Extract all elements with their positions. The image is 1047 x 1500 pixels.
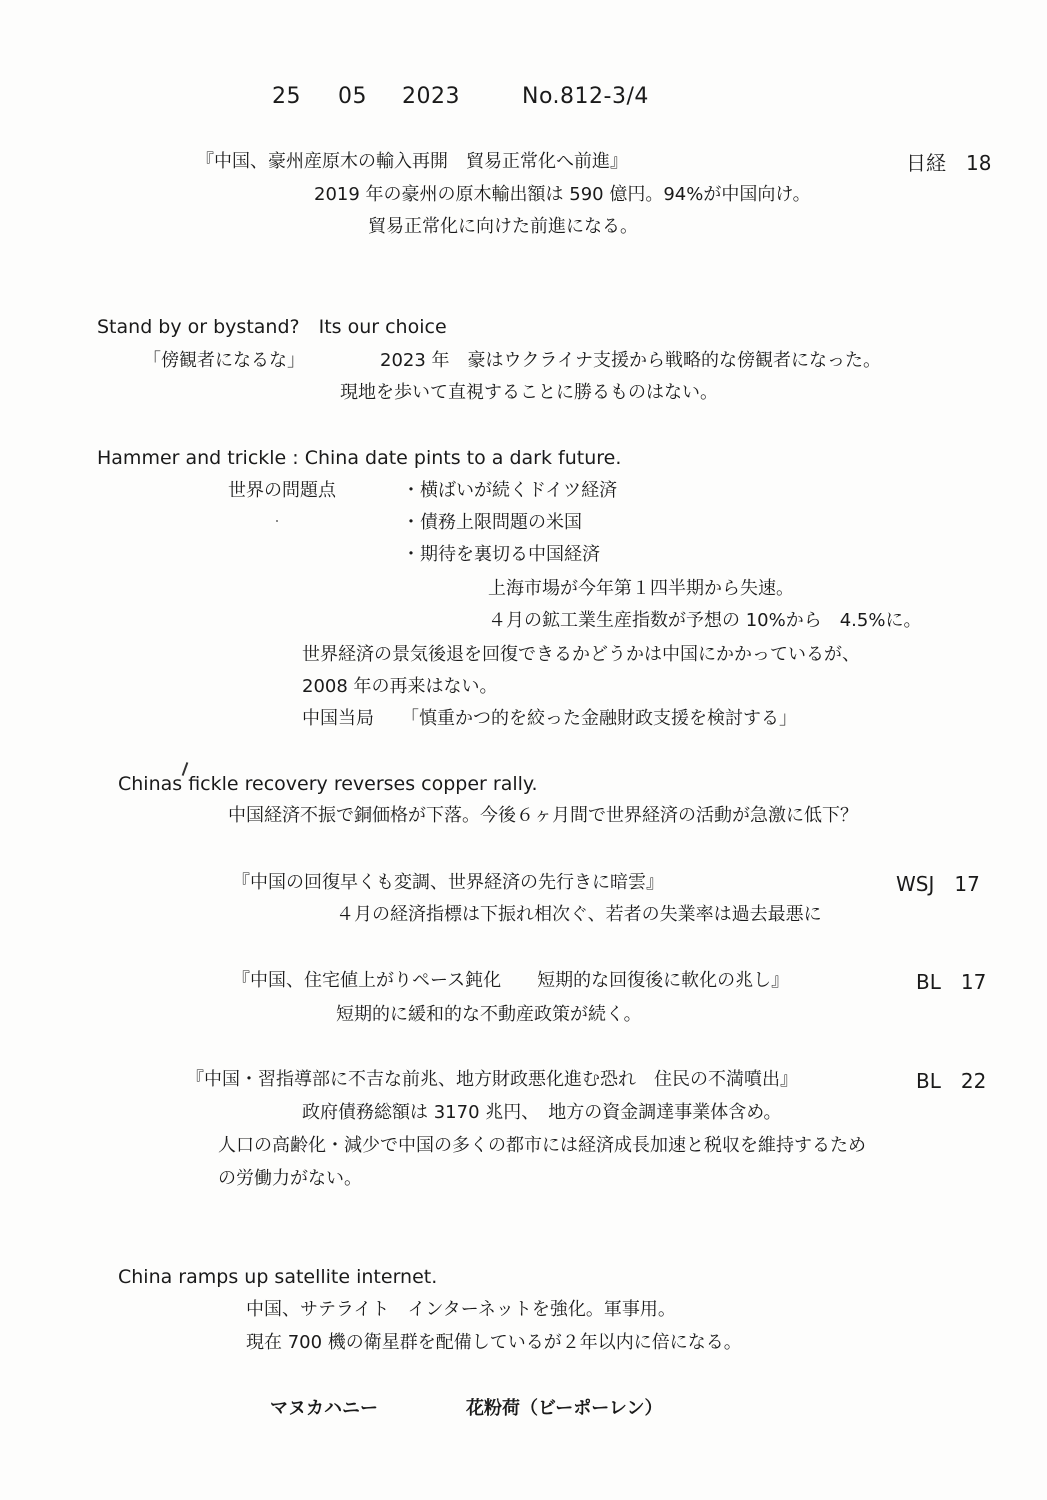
article-hammer-bullet-3: ・期待を裏切る中国経済 xyxy=(402,544,600,565)
article-xi-line-3: の労働力がない。 xyxy=(218,1168,362,1189)
article-hammer-line-1: 世界経済の景気後退を回復できるかどうかは中国にかかっているが、 xyxy=(302,644,860,665)
article-wsj-title: 『中国の回復早くも変調、世界経済の先行きに暗雲』 xyxy=(232,872,664,893)
article-timber-line-1: 2019 年の豪州の原木輸出額は 590 億円。94%が中国向け。 xyxy=(314,184,811,205)
article-bystand-quote: 「傍観者になるな」 xyxy=(143,350,305,371)
article-hammer-label: 世界の問題点 xyxy=(228,480,336,501)
article-hammer-bullet-1: ・横ばいが続くドイツ経済 xyxy=(402,480,618,501)
article-bystand-title: Stand by or bystand? Its our choice xyxy=(97,316,447,338)
footer-bee-pollen: 花粉荷（ビーポーレン） xyxy=(466,1398,663,1419)
article-xi-line-1: 政府債務総額は 3170 兆円、 地方の資金調達事業体含め。 xyxy=(302,1102,782,1123)
scan-speck xyxy=(276,520,278,522)
article-hammer-bullet-2: ・債務上限問題の米国 xyxy=(402,512,582,533)
footer-manuka-honey: マヌカハニー xyxy=(270,1398,378,1419)
header-day: 25 xyxy=(272,84,301,109)
article-satellite-line-2: 現在 700 機の衛星群を配備しているが２年以内に倍になる。 xyxy=(246,1332,742,1353)
article-housing-source: BL 17 xyxy=(916,970,987,994)
header-month: 05 xyxy=(338,84,367,109)
article-hammer-line-3: 中国当局 「慎重かつ的を絞った金融財政支援を検討する」 xyxy=(302,708,797,729)
article-hammer-line-2: 2008 年の再来はない。 xyxy=(302,676,498,697)
article-housing-line-1: 短期的に緩和的な不動産政策が続く。 xyxy=(336,1004,642,1025)
article-copper-title: Chinas fickle recovery reverses copper rally. xyxy=(118,773,538,795)
header-number: No.812-3/4 xyxy=(522,84,649,109)
article-bystand-line-2: 現地を歩いて直視することに勝るものはない。 xyxy=(340,382,718,403)
article-housing-title: 『中国、住宅値上がりペース鈍化 短期的な回復後に軟化の兆し』 xyxy=(232,970,790,991)
article-xi-source: BL 22 xyxy=(916,1069,987,1093)
article-satellite-title: China ramps up satellite internet. xyxy=(118,1266,438,1288)
article-hammer-title: Hammer and trickle : China date pints to a dark future. xyxy=(97,447,622,469)
article-bystand-line-1: 2023 年 豪はウクライナ支援から戦略的な傍観者になった。 xyxy=(380,350,881,371)
article-timber-title: 『中国、豪州産原木の輸入再開 貿易正常化へ前進』 xyxy=(196,151,628,172)
article-xi-title: 『中国・習指導部に不吉な前兆、地方財政悪化進む恐れ 住民の不満噴出』 xyxy=(186,1069,798,1090)
article-hammer-sub-line-1: 上海市場が今年第１四半期から失速。 xyxy=(488,578,794,599)
article-wsj-source: WSJ 17 xyxy=(896,872,980,896)
article-timber-line-2: 貿易正常化に向けた前進になる。 xyxy=(368,216,638,237)
article-timber-source: 日経 18 xyxy=(906,151,992,175)
article-hammer-sub-line-2: ４月の鉱工業生産指数が予想の 10%から 4.5%に。 xyxy=(488,610,922,631)
article-wsj-line-1: ４月の経済指標は下振れ相次ぐ、若者の失業率は過去最悪に xyxy=(336,904,822,925)
article-xi-line-2: 人口の高齢化・減少で中国の多くの都市には経済成長加速と税収を維持するため xyxy=(218,1135,866,1156)
article-satellite-line-1: 中国、サテライト インターネットを強化。軍事用。 xyxy=(246,1299,676,1320)
header-year: 2023 xyxy=(402,84,460,109)
article-copper-line-1: 中国経済不振で銅価格が下落。今後６ヶ月間で世界経済の活動が急激に低下？ xyxy=(228,805,858,826)
